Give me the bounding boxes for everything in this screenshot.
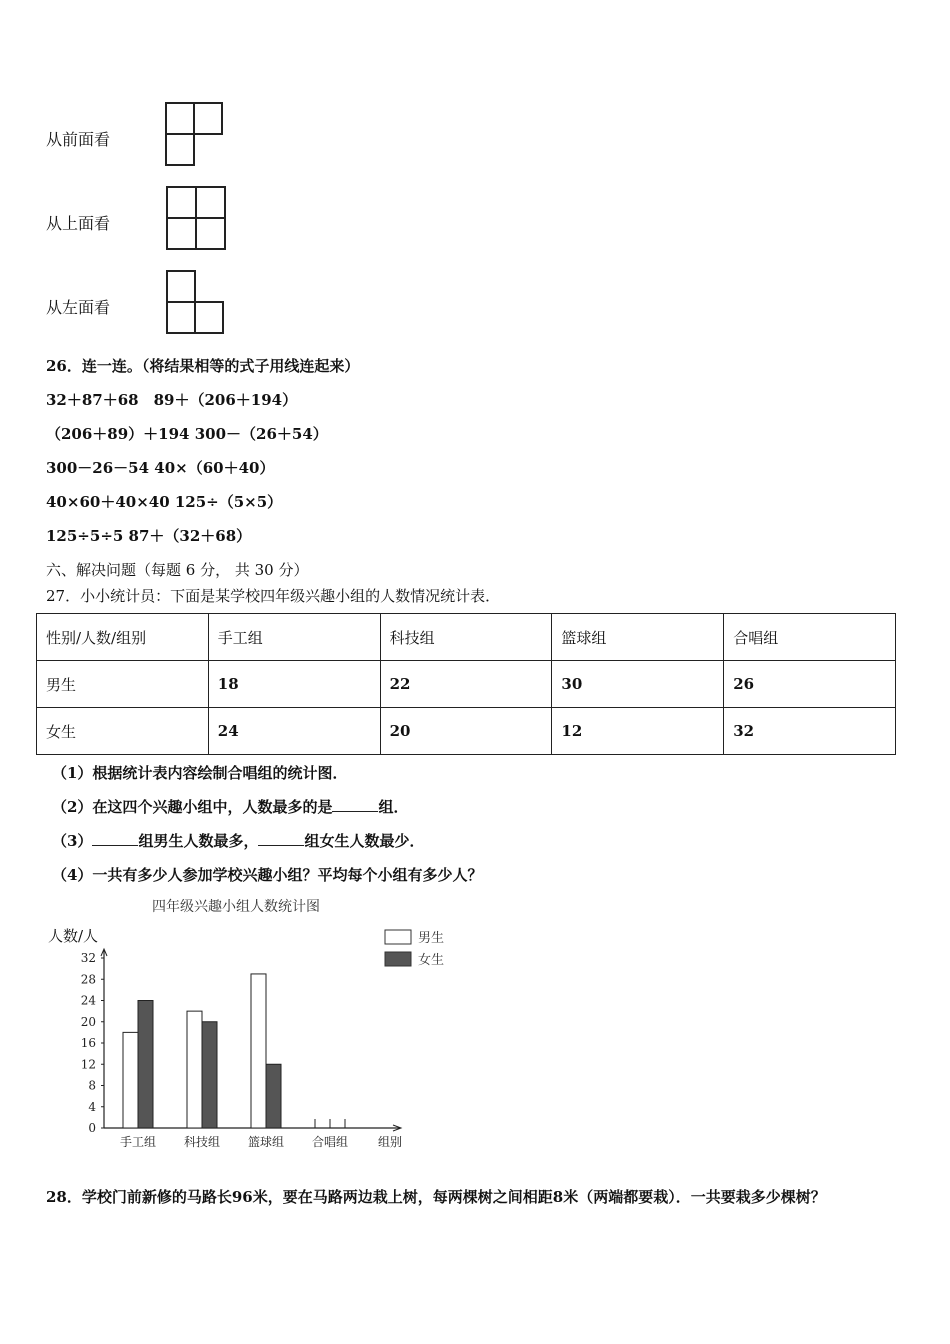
legend-label-girls: 女生 <box>418 953 445 968</box>
q27-title: 27．小小统计员：下面是某学校四年级兴趣小组的人数情况统计表． <box>46 587 501 605</box>
table-row <box>37 661 896 708</box>
q27-sub-4: （4）一共有多少人参加学校兴趣小组？平均每个小组有多少人？ <box>52 866 483 884</box>
table-header-cell: 篮球组 <box>552 614 724 661</box>
table-row <box>37 708 896 755</box>
x-tick-label: 科技组 <box>183 1135 221 1149</box>
x-tick-label: 手工组 <box>119 1135 157 1149</box>
q26-title: 26．连一连。（将结果相等的式子用线连起来） <box>46 357 360 375</box>
left-view-figure <box>166 270 224 334</box>
table-header-cell: 科技组 <box>380 614 552 661</box>
view-label-top: 从上面看 <box>46 214 111 233</box>
stats-table <box>36 613 896 755</box>
y-tick-label: 8 <box>88 1078 96 1093</box>
table-header-cell: 合唱组 <box>724 614 896 661</box>
bar-girls <box>202 1022 217 1128</box>
chart-bars <box>123 974 345 1128</box>
bar-boys <box>251 974 266 1128</box>
y-tick-label: 16 <box>80 1036 96 1050</box>
legend-swatch-girls <box>385 952 411 966</box>
section-6-heading: 六、解决问题（每题 6 分， 共 30 分） <box>46 561 309 579</box>
table-cell: 12 <box>552 708 724 755</box>
table-cell: 18 <box>208 661 380 708</box>
table-row-label: 男生 <box>37 661 209 708</box>
chart-xlabel: 组别 <box>377 1135 403 1149</box>
chart-ylabel: 人数/人 <box>48 927 99 945</box>
bar-chart <box>40 893 470 1155</box>
x-tick-label: 合唱组 <box>311 1135 349 1149</box>
table-cell: 24 <box>208 708 380 755</box>
chart-legend <box>385 930 444 968</box>
q27-sub-3 <box>52 830 424 851</box>
table-row-label: 女生 <box>37 708 209 755</box>
bar-girls <box>266 1064 281 1128</box>
y-tick-label: 24 <box>80 993 96 1008</box>
q27-sub-3-text: （3） <box>52 832 93 850</box>
q28-text: 28．学校门前新修的马路长96米，要在马路两边栽上树，每两棵树之间相距8米（两端都要栽）．一共要栽多少棵树？ <box>46 1188 826 1206</box>
q26-row-2: （206＋89）＋194 300－（26＋54） <box>46 425 328 443</box>
chart-title: 四年级兴趣小组人数统计图 <box>152 899 320 915</box>
top-view-figure <box>166 186 226 250</box>
answer-blank[interactable] <box>92 833 138 846</box>
table-cell: 20 <box>380 708 552 755</box>
y-tick-label: 12 <box>80 1057 96 1072</box>
front-view-figure <box>165 102 223 166</box>
table-cell: 32 <box>724 708 896 755</box>
view-label-left: 从左面看 <box>46 298 111 317</box>
answer-blank[interactable] <box>258 833 304 846</box>
table-cell: 26 <box>724 661 896 708</box>
q27-sub-1: （1）根据统计表内容绘制合唱组的统计图． <box>52 764 348 782</box>
bar-girls <box>138 1001 153 1129</box>
q27-sub-2-text: （2）在这四个兴趣小组中，人数最多的是 <box>52 798 333 816</box>
table-header-row <box>37 614 896 661</box>
bar-boys <box>123 1032 138 1128</box>
q26-row-4: 40×60＋40×40 125÷（5×5） <box>46 493 283 511</box>
y-tick-label: 28 <box>80 972 96 987</box>
table-header-cell: 性别/人数/组别 <box>37 614 209 661</box>
legend-label-boys: 男生 <box>418 931 445 946</box>
q27-sub-3-text-mid: 组男生人数最多， <box>138 832 259 850</box>
legend-swatch-boys <box>385 930 411 944</box>
table-cell: 30 <box>552 661 724 708</box>
x-tick-label: 篮球组 <box>247 1135 285 1149</box>
q26-row-1: 32＋87＋68 89＋（206＋194） <box>46 391 298 409</box>
q26-row-3: 300－26－54 40×（60＋40） <box>46 459 275 477</box>
view-label-front: 从前面看 <box>46 130 111 149</box>
q27-sub-3-text-end: 组女生人数最少． <box>304 832 425 850</box>
y-tick-label: 4 <box>88 1099 96 1114</box>
table-header-cell: 手工组 <box>208 614 380 661</box>
table-cell: 22 <box>380 661 552 708</box>
answer-blank[interactable] <box>332 799 378 812</box>
y-tick-label: 0 <box>88 1121 96 1135</box>
q27-sub-2-text-end: 组． <box>378 798 409 816</box>
y-tick-label: 20 <box>80 1014 96 1029</box>
bar-boys <box>187 1011 202 1128</box>
y-tick-label: 32 <box>80 951 96 965</box>
q27-sub-2 <box>52 796 408 817</box>
q26-row-5: 125÷5÷5 87＋（32＋68） <box>46 527 252 545</box>
